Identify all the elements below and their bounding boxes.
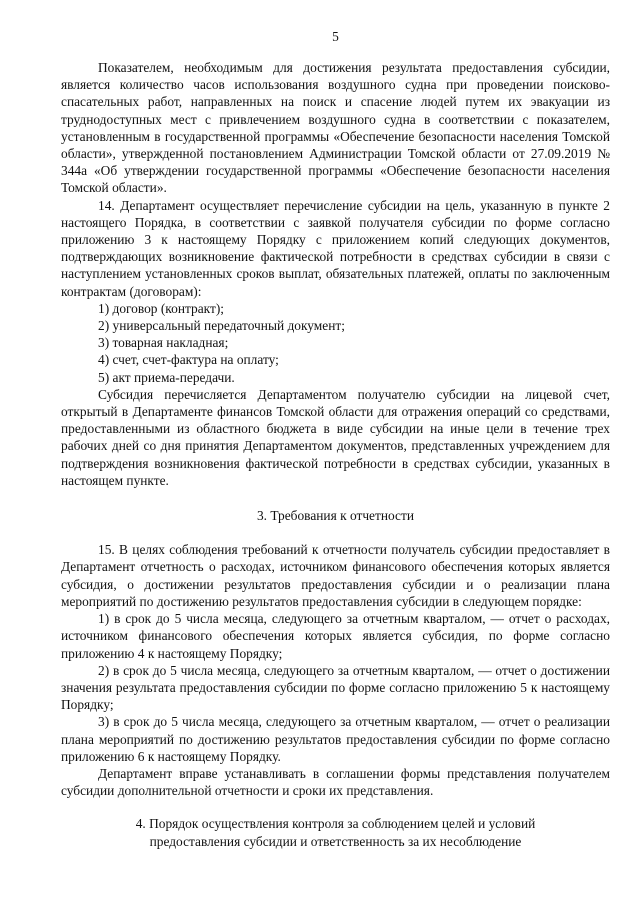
report-item: 1) в срок до 5 числа месяца, следующего за отчетным кварталом, — отчет о расходах, источником финансового обеспечения которых является субсидия, по форме согласно приложению 4 к настоящему Порядку; [61,611,610,661]
section-4-title-line-2: предоставления субсидии и ответственность за их несоблюдение [149,833,522,849]
section-3-title: 3. Требования к отчетности [256,508,415,524]
paragraph-15: 15. В целях соблюдения требований к отчетности получатель субсидии предоставляет в Департамент отчетность о расходах, источником финансового обеспечения которых является субсидия, о достижении результатов предоставления субсидии и о реализации плана мероприятий по достижению результатов предоставления субсидии в следующем порядке: [61,542,610,609]
report-item: 3) в срок до 5 числа месяца, следующего за отчетным кварталом, — отчет о реализации плана мероприятий по достижению результатов предоставления субсидии по форме согласно приложению 6 к настоящему Порядку. [61,714,610,764]
document-list-item: 3) товарная накладная; [98,335,229,351]
section-4-title [61,815,610,849]
document-list-item: 1) договор (контракт); [98,300,224,316]
paragraph-indicator: Показателем, необходимым для достижения результата предоставления субсидии, является количество часов использования воздушного судна при проведении поисково-спасательных работ, направленных на поиск и спасение людей путем их эвакуации из труднодоступных мест с привлечением воздушного судна в соответствии с показателем, установленным в государственной программы «Обеспечение безопасности населения Томской области», утвержденной постановлением Администрации Томской области от 27.09.2019 № 344а «Об утверждении государственной программы «Обеспечение безопасности населения Томской области». [61,60,610,196]
document-list-item: 5) акт приема-передачи. [98,369,235,385]
section-4-title-line-1: 4. Порядок осуществления контроля за соблюдением целей и условий [135,816,536,832]
paragraph-additional-reporting: Департамент вправе устанавливать в соглашении формы представления получателем субсидии дополнительной отчетности и сроки их представления. [61,765,610,799]
report-item: 2) в срок до 5 числа месяца, следующего за отчетным кварталом, — отчет о достижении значения результата предоставления субсидии по форме согласно приложению 5 к настоящему Порядку; [61,662,610,713]
page-number: 5 [332,29,339,44]
paragraph-14: 14. Департамент осуществляет перечисление субсидии на цель, указанную в пункте 2 настоящего Порядка, в соответствии с заявкой получателя субсидии по форме согласно приложению 3 к настоящему Порядку с приложением копий следующих документов, подтверждающих возникновение фактической потребности в средствах субсидии в связи с наступлением установленных сроков выплат, обязательных платежей, оплаты по заключенным контрактам (договорам): [61,197,610,299]
section-3-body [61,541,610,799]
section-2-continuation [61,59,610,489]
paragraph-transfer: Субсидия перечисляется Департаментом получателю субсидии на лицевой счет, открытый в Департаменте финансов Томской области для отражения операций со средствами, предоставленными из областного бюджета в виде субсидии на иные цели в течение трех рабочих дней со дня принятия Департаментом документов, представленных учреждением для подтверждения возникновения фактической потребности в средствах субсидии, указанных в настоящем пункте. [61,386,610,488]
document-list-item: 4) счет, счет-фактура на оплату; [98,352,279,368]
document-list-item: 2) универсальный передаточный документ; [98,318,345,334]
